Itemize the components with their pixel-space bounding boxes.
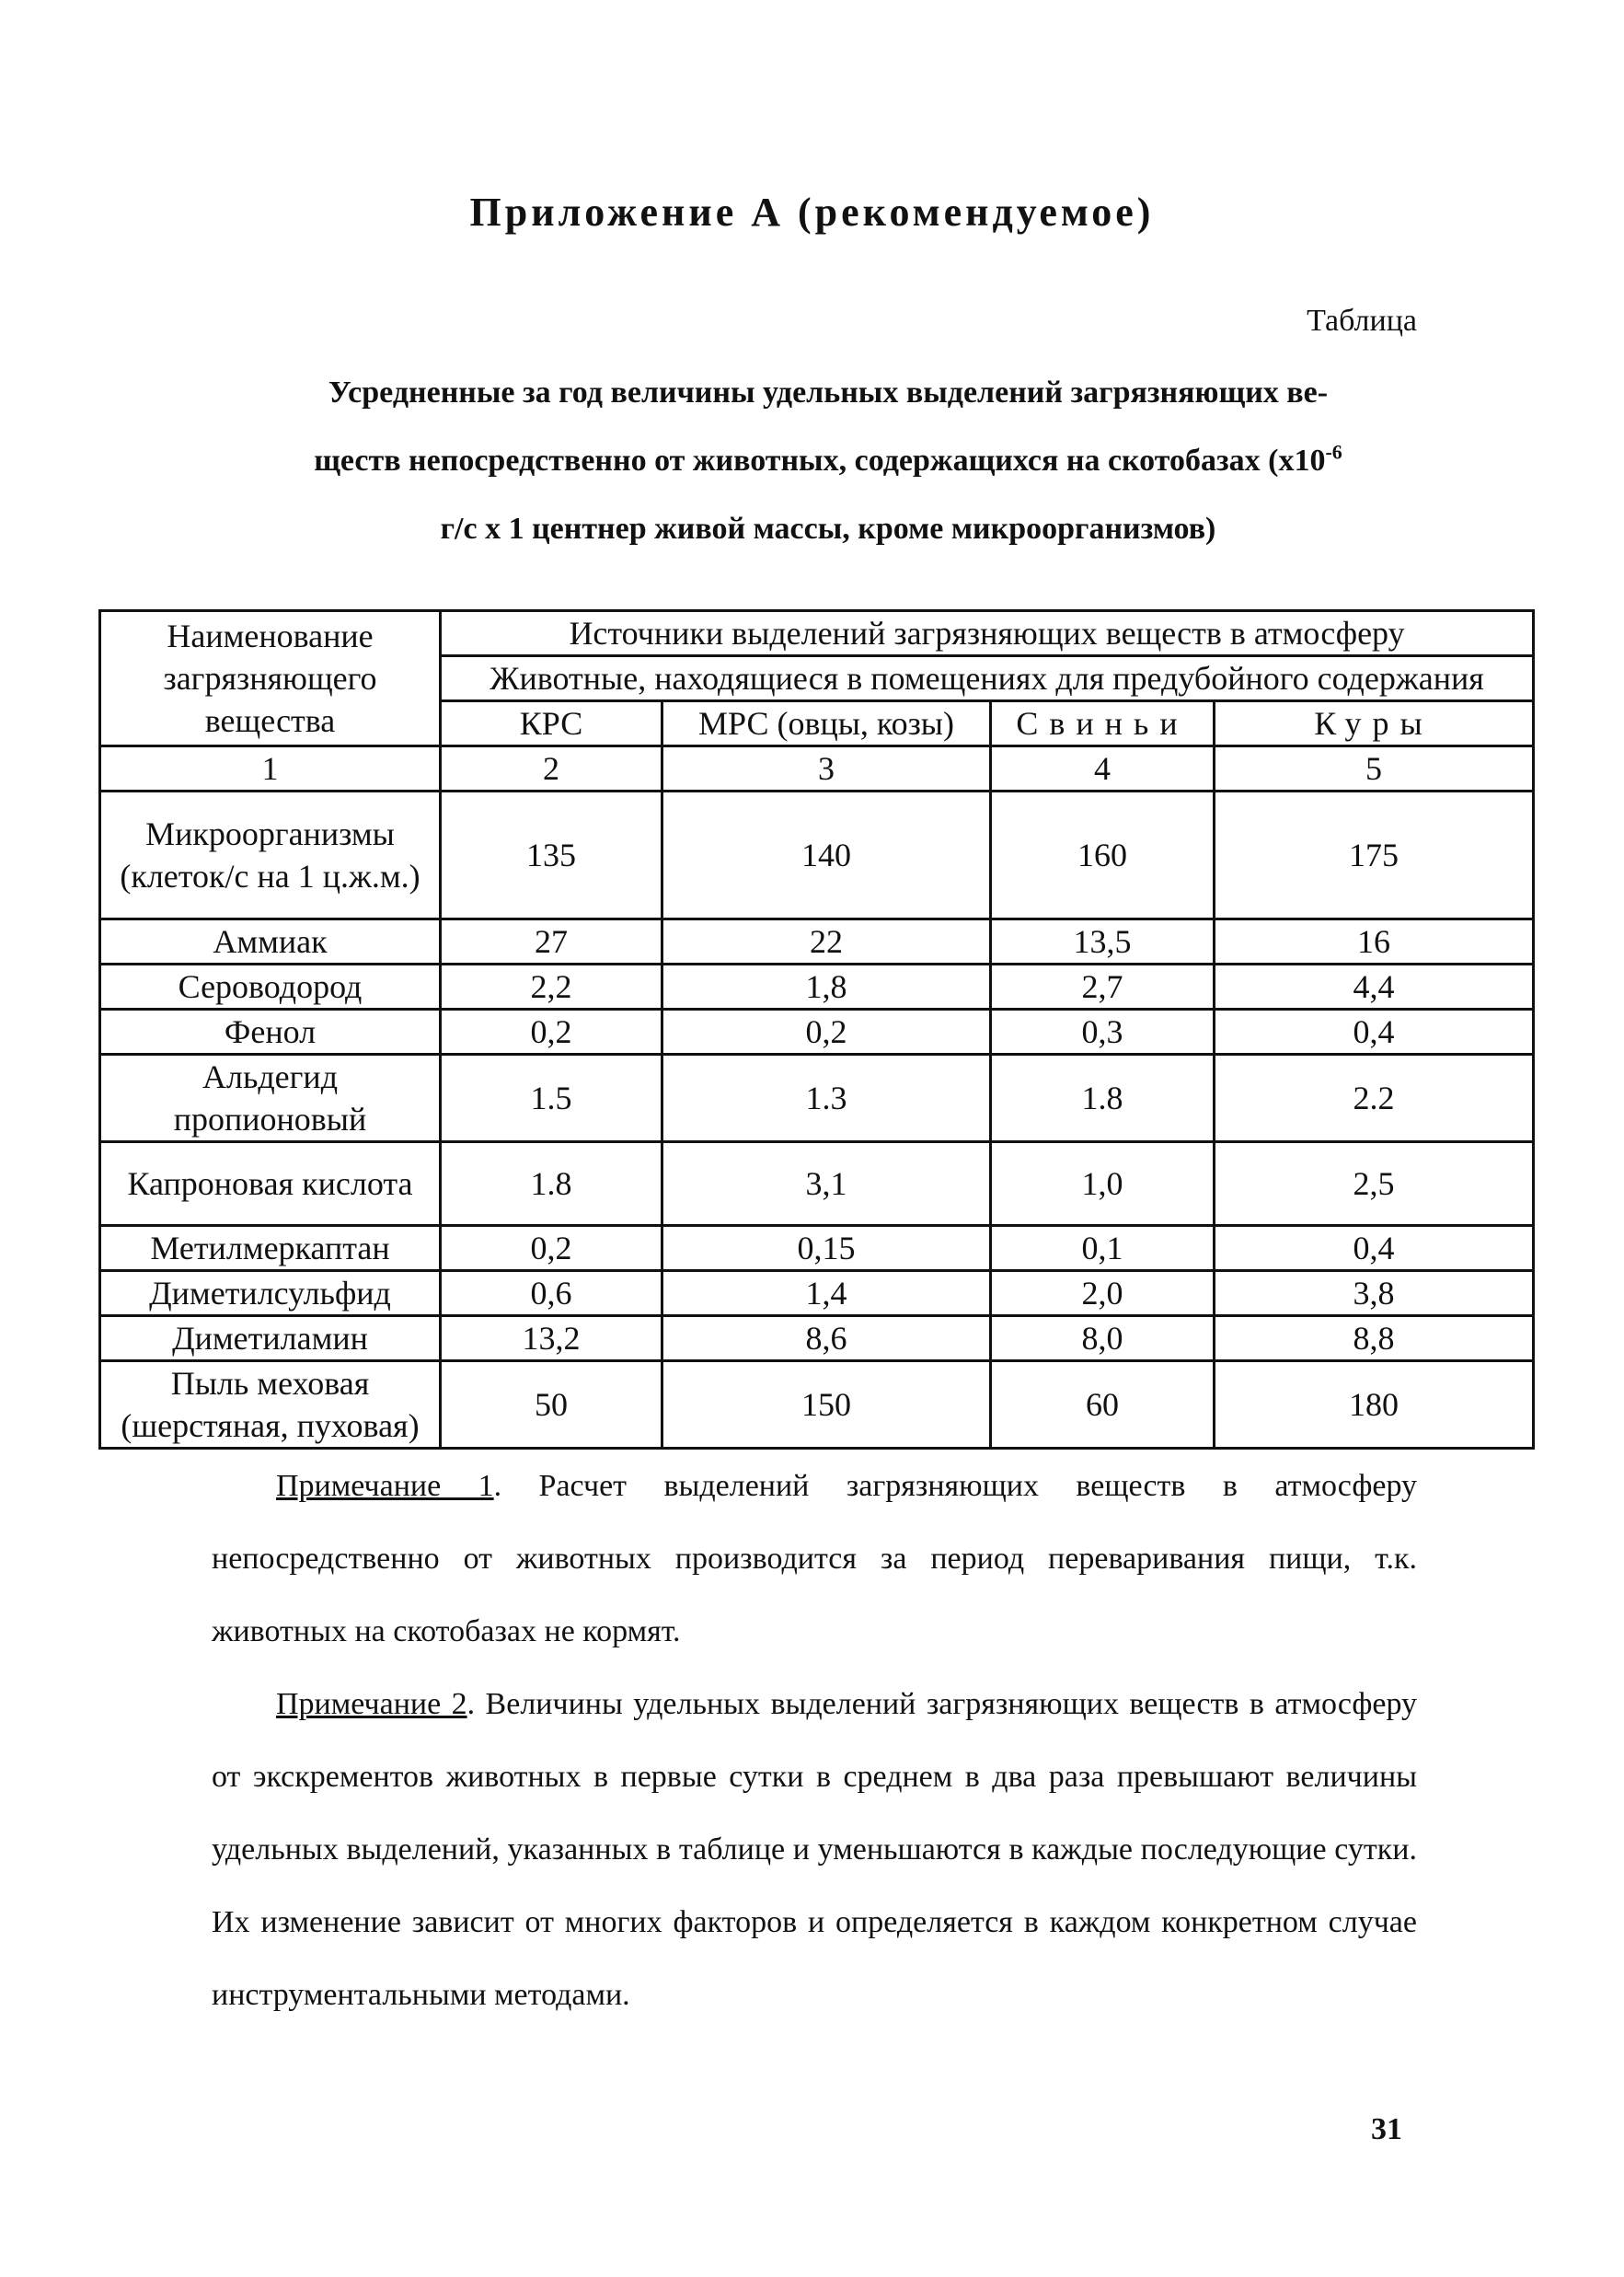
value-cell: 0,4 [1215, 1226, 1534, 1271]
value-cell: 0,15 [662, 1226, 991, 1271]
substance-name: Метилмеркаптан [100, 1226, 441, 1271]
value-cell: 1.8 [991, 1055, 1215, 1142]
table-row [100, 1010, 1534, 1055]
caption-line-2 [235, 427, 1422, 495]
value-cell: 0,6 [441, 1271, 662, 1316]
note-1-text: . Расчет выделений загрязняющих веществ в атмосферу непосредственно от животных производится за период переваривания пищи, т.к. животных на скотобазах не кормят. [212, 1469, 1417, 1648]
value-cell: 1,0 [991, 1142, 1215, 1226]
value-cell: 160 [991, 792, 1215, 919]
column-number: 2 [441, 746, 662, 792]
header-substance: Наименование загрязняющего вещества [100, 611, 441, 746]
value-cell: 22 [662, 919, 991, 965]
table-row [100, 1361, 1534, 1449]
header-col-pigs: Свиньи [991, 701, 1215, 746]
note-2-text: . Величины удельных выделений загрязняющих веществ в атмосферу от экскрементов животных в первые сутки в среднем в два раза превышают величины удельных выделений, указанных в таблице и уменьшаются в каждые последующие сутки. Их изменение зависит от многих факторов и определяется в каждом конкретном случае инструментальными методами. [212, 1687, 1417, 2012]
value-cell: 50 [441, 1361, 662, 1449]
caption-exponent: -6 [1325, 440, 1342, 464]
caption-line-3: г/с х 1 центнер живой массы, кроме микроорганизмов) [440, 512, 1216, 546]
note-1 [212, 1450, 1417, 1668]
substance-name: Сероводород [100, 965, 441, 1010]
header-row-group [100, 611, 1534, 656]
caption-line-1: Усредненные за год величины удельных выделений загрязняющих ве- [328, 376, 1329, 410]
value-cell: 8,6 [662, 1316, 991, 1361]
value-cell: 60 [991, 1361, 1215, 1449]
value-cell: 1.3 [662, 1055, 991, 1142]
table-row [100, 1271, 1534, 1316]
value-cell: 0,2 [441, 1226, 662, 1271]
substance-name: Капроновая кислота [100, 1142, 441, 1226]
table-row [100, 919, 1534, 965]
substance-name: Микроорганизмы (клеток/с на 1 ц.ж.м.) [100, 792, 441, 919]
column-number-row [100, 746, 1534, 792]
header-col-mrs: МРС (овцы, козы) [662, 701, 991, 746]
substance-name: Аммиак [100, 919, 441, 965]
value-cell: 180 [1215, 1361, 1534, 1449]
value-cell: 1,8 [662, 965, 991, 1010]
value-cell: 135 [441, 792, 662, 919]
substance-name: Пыль меховая (шерстяная, пуховая) [100, 1361, 441, 1449]
header-col-chickens: Куры [1215, 701, 1534, 746]
value-cell: 140 [662, 792, 991, 919]
value-cell: 16 [1215, 919, 1534, 965]
table-row [100, 1316, 1534, 1361]
value-cell: 0,1 [991, 1226, 1215, 1271]
substance-name: Альдегид пропионовый [100, 1055, 441, 1142]
table-label: Таблица [1307, 304, 1417, 338]
header-col-krs: КРС [441, 701, 662, 746]
value-cell: 1,4 [662, 1271, 991, 1316]
value-cell: 2.2 [1215, 1055, 1534, 1142]
column-number: 3 [662, 746, 991, 792]
note-2-label: Примечание 2 [276, 1687, 467, 1721]
value-cell: 3,8 [1215, 1271, 1534, 1316]
table-row [100, 1055, 1534, 1142]
value-cell: 0,2 [441, 1010, 662, 1055]
emissions-table [98, 609, 1535, 1450]
header-sources: Источники выделений загрязняющих веществ в атмосферу [441, 611, 1534, 656]
value-cell: 2,7 [991, 965, 1215, 1010]
value-cell: 2,0 [991, 1271, 1215, 1316]
substance-name: Диметиламин [100, 1316, 441, 1361]
value-cell: 8,8 [1215, 1316, 1534, 1361]
header-animals: Животные, находящиеся в помещениях для предубойного содержания [441, 656, 1534, 701]
note-2 [212, 1668, 1417, 2031]
value-cell: 4,4 [1215, 965, 1534, 1010]
table-row [100, 1142, 1534, 1226]
appendix-title: Приложение А (рекомендуемое) [469, 190, 1155, 235]
value-cell: 3,1 [662, 1142, 991, 1226]
column-number: 1 [100, 746, 441, 792]
table-row [100, 965, 1534, 1010]
caption-line-2-text: ществ непосредственно от животных, содержащихся на скотобазах (х10 [314, 444, 1326, 478]
table-row [100, 1226, 1534, 1271]
substance-name: Диметилсульфид [100, 1271, 441, 1316]
table-caption [235, 359, 1422, 563]
value-cell: 1.5 [441, 1055, 662, 1142]
value-cell: 0,4 [1215, 1010, 1534, 1055]
value-cell: 2,5 [1215, 1142, 1534, 1226]
page-number: 31 [1371, 2112, 1402, 2146]
column-number: 4 [991, 746, 1215, 792]
value-cell: 8,0 [991, 1316, 1215, 1361]
value-cell: 175 [1215, 792, 1534, 919]
table-row [100, 792, 1534, 919]
value-cell: 13,2 [441, 1316, 662, 1361]
substance-name: Фенол [100, 1010, 441, 1055]
value-cell: 2,2 [441, 965, 662, 1010]
column-number: 5 [1215, 746, 1534, 792]
value-cell: 1.8 [441, 1142, 662, 1226]
value-cell: 0,2 [662, 1010, 991, 1055]
value-cell: 27 [441, 919, 662, 965]
value-cell: 13,5 [991, 919, 1215, 965]
note-1-label: Примечание 1 [276, 1469, 494, 1503]
value-cell: 150 [662, 1361, 991, 1449]
value-cell: 0,3 [991, 1010, 1215, 1055]
